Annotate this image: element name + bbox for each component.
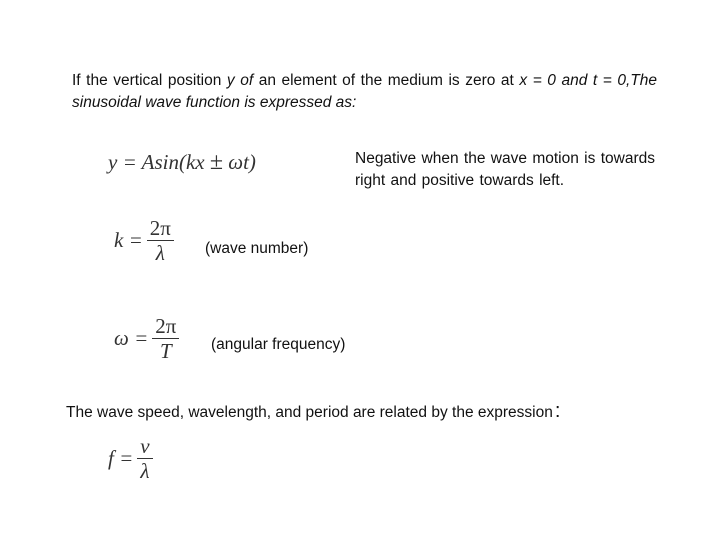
frequency-denominator: λ: [140, 459, 150, 483]
wave-number-symbol: k =: [114, 228, 143, 252]
intro-condition: x = 0 and t = 0,The sinusoidal wave function is expressed as:: [72, 72, 657, 111]
intro-variable-y: y of: [226, 72, 254, 89]
intro-text-part2: an element of the medium is zero at: [253, 72, 520, 89]
angular-frequency-numerator: 2π: [152, 316, 179, 339]
intro-text-part1: If the vertical position: [72, 72, 227, 89]
wave-number-label: (wave number): [205, 240, 309, 257]
angular-frequency-formula: [114, 316, 179, 361]
wave-number-formula: [114, 218, 174, 263]
wave-number-numerator: 2π: [147, 218, 174, 241]
wave-function-lhs: y = Asin(kx: [108, 150, 205, 174]
angular-frequency-label: (angular frequency): [211, 336, 346, 353]
wave-function-equation: [108, 148, 256, 176]
relation-sentence: The wave speed, wavelength, and period are related by the expression: [66, 404, 553, 421]
angular-frequency-denominator: T: [159, 339, 172, 363]
relation-text: [66, 400, 560, 424]
intro-paragraph: [72, 70, 657, 114]
angular-frequency-fraction: [152, 316, 179, 361]
sign-note: Negative when the wave motion is towards right and positive towards left.: [355, 150, 655, 189]
wave-number-denominator: λ: [155, 241, 165, 265]
wave-number-fraction: [147, 218, 174, 263]
relation-colon: :: [554, 400, 561, 422]
frequency-numerator: v: [137, 436, 152, 459]
angular-frequency-symbol: ω =: [114, 326, 149, 350]
frequency-symbol: f =: [108, 446, 134, 470]
plus-minus-sign: ±: [209, 149, 224, 175]
frequency-formula: [108, 436, 153, 481]
frequency-fraction: [137, 436, 152, 481]
wave-function-rhs: ωt): [228, 150, 256, 174]
